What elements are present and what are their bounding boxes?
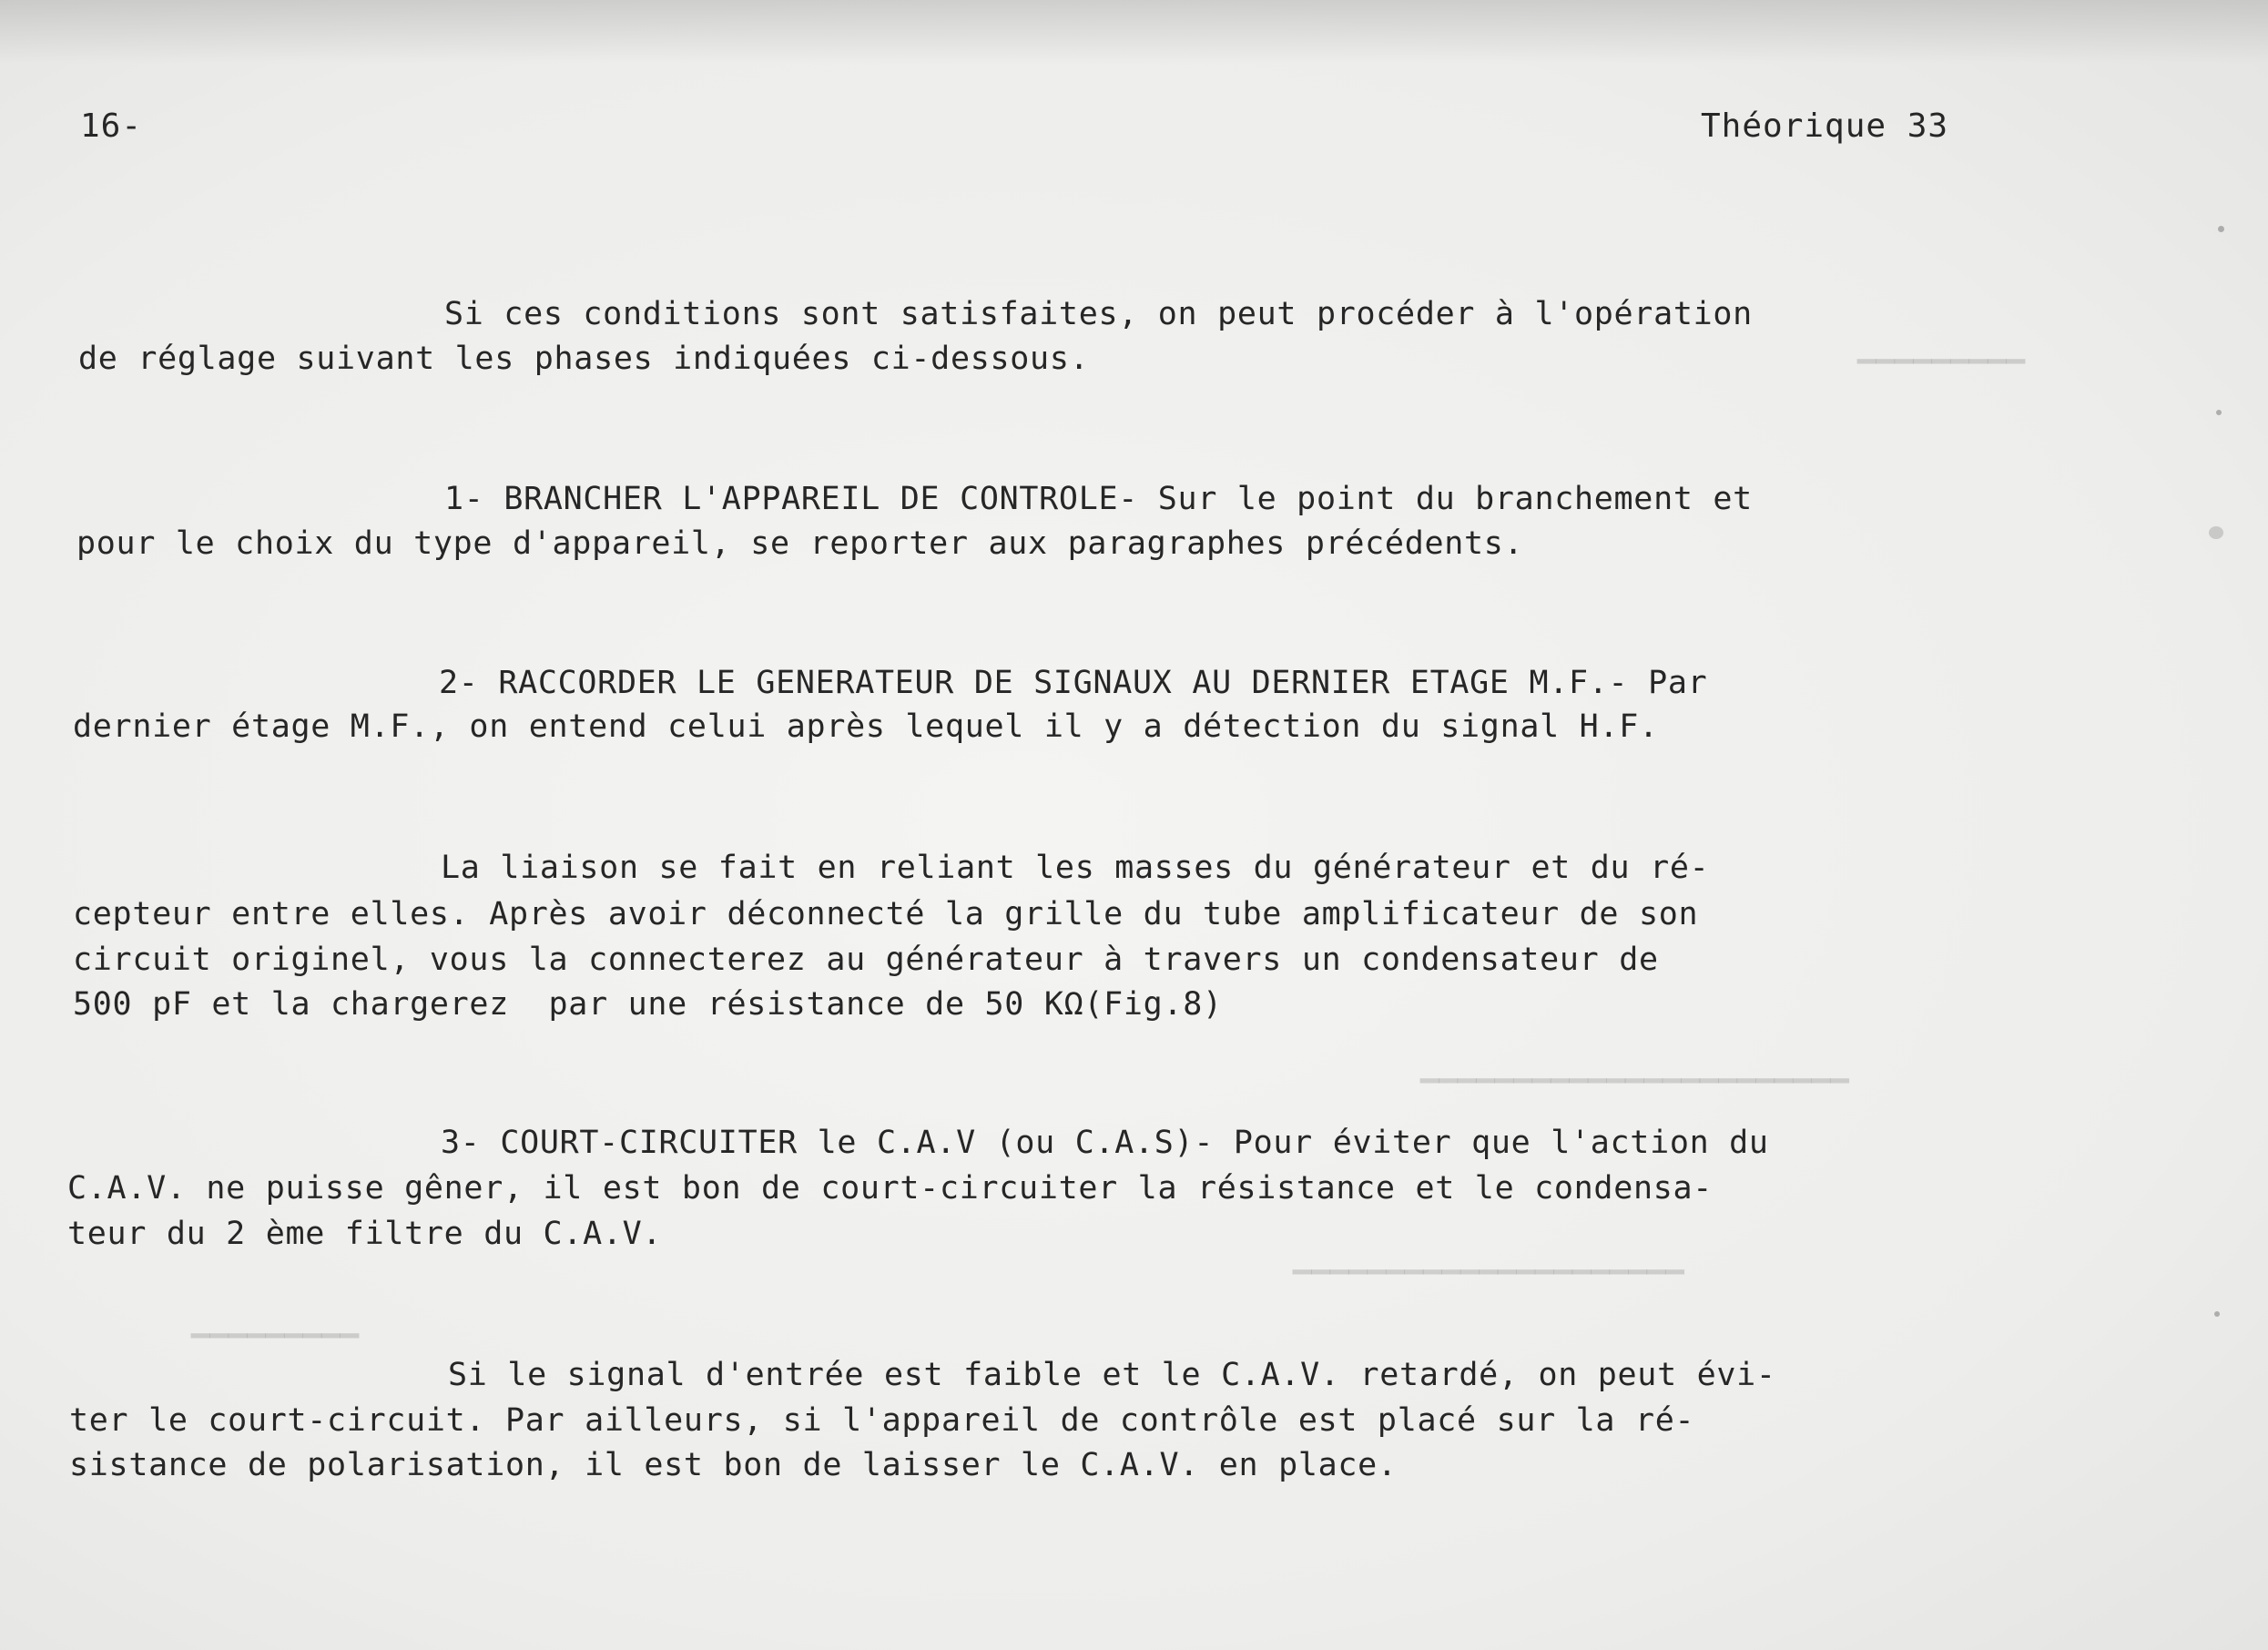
paragraph-step3-line: 3- COURT-CIRCUITER le C.A.V (ou C.A.S)- Pour éviter que l'action du — [441, 1125, 1769, 1161]
show-through-artifact: ▁▁▁▁▁▁▁▁▁▁▁▁▁▁▁▁▁▁▁▁▁▁▁ — [1420, 1047, 1849, 1084]
dust-speck — [2218, 226, 2224, 232]
show-through-artifact: ▁▁▁▁▁▁▁▁▁ — [1857, 328, 2026, 364]
dust-speck — [2209, 526, 2223, 539]
paragraph-step3-line: teur du 2 ème filtre du C.A.V. — [67, 1216, 663, 1252]
show-through-artifact: ▁▁▁▁▁▁▁▁▁ — [191, 1302, 360, 1339]
paragraph-liaison-line: cepteur entre elles. Après avoir déconnecté la grille du tube amplificateur de son — [73, 896, 1699, 932]
paragraph-liaison-line: circuit originel, vous la connecterez au générateur à travers un condensateur de — [73, 942, 1659, 978]
scan-shadow — [0, 0, 2268, 64]
dust-speck — [2216, 410, 2222, 415]
paragraph-step1-line: 1- BRANCHER L'APPAREIL DE CONTROLE- Sur le point du branchement et — [444, 481, 1753, 517]
paragraph-step2-line: dernier étage M.F., on entend celui après lequel il y a détection du signal H.F. — [73, 708, 1659, 745]
paragraph-final-line: sistance de polarisation, il est bon de laisser le C.A.V. en place. — [69, 1447, 1398, 1483]
paragraph-liaison-line: 500 pF et la chargerez par une résistance de 50 KΩ(Fig.8) — [73, 986, 1223, 1023]
paragraph-final-line: Si le signal d'entrée est faible et le C.A.V. retardé, on peut évi- — [448, 1357, 1776, 1393]
show-through-artifact: ▁▁▁▁▁▁▁▁▁▁▁▁▁▁▁▁▁▁▁▁▁ — [1293, 1238, 1684, 1275]
dust-speck — [2214, 1311, 2220, 1317]
paragraph-liaison-line: La liaison se fait en reliant les masses du générateur et du ré- — [441, 850, 1710, 886]
page-header-title: Théorique 33 — [1701, 107, 1949, 145]
paragraph-step2-line: 2- RACCORDER LE GENERATEUR DE SIGNAUX AU DERNIER ETAGE M.F.- Par — [439, 665, 1708, 701]
page-number: 16- — [80, 107, 143, 145]
paragraph-final-line: ter le court-circuit. Par ailleurs, si l'appareil de contrôle est placé sur la ré- — [69, 1402, 1695, 1439]
paragraph-step1-line: pour le choix du type d'appareil, se reporter aux paragraphes précédents. — [76, 525, 1524, 562]
paragraph-intro-line: Si ces conditions sont satisfaites, on peut procéder à l'opération — [444, 296, 1753, 332]
paragraph-intro-line: de réglage suivant les phases indiquées ci-dessous. — [78, 341, 1090, 377]
paragraph-step3-line: C.A.V. ne puisse gêner, il est bon de court-circuiter la résistance et le condensa- — [67, 1170, 1714, 1207]
